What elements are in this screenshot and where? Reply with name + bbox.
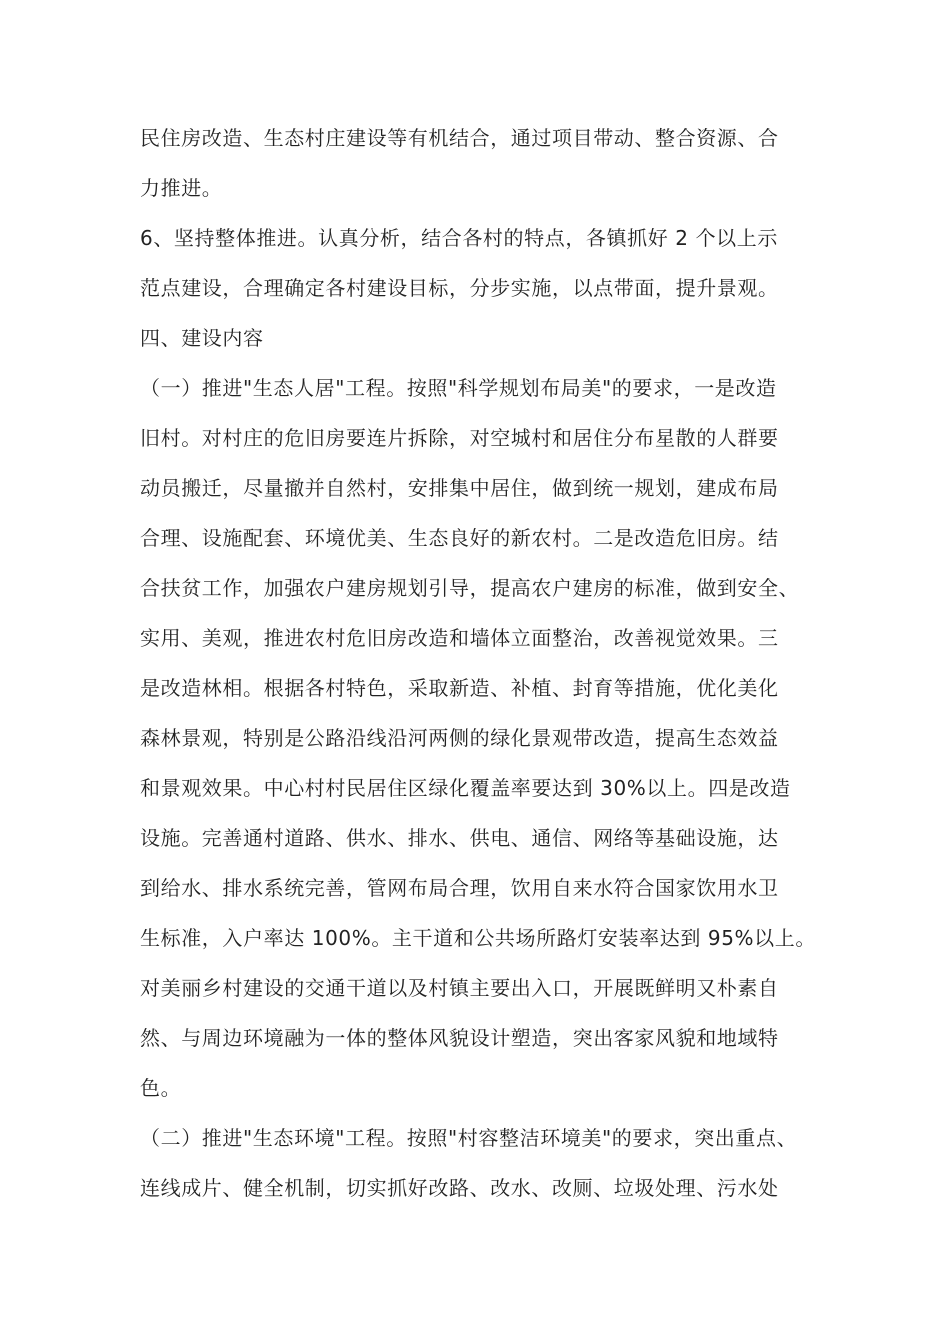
text-line: 设施。完善通村道路、供水、排水、供电、通信、网络等基础设施，达 — [140, 826, 779, 850]
text-line: 合理、设施配套、环境优美、生态良好的新农村。二是改造危旧房。结 — [140, 526, 779, 550]
text-line: 合扶贫工作，加强农户建房规划引导，提高农户建房的标准，做到安全、 — [140, 576, 800, 600]
text-line: 然、与周边环境融为一体的整体风貌设计塑造，突出客家风貌和地域特 — [140, 1026, 779, 1050]
text-line: 森林景观，特别是公路沿线沿河两侧的绿化景观带改造，提高生态效益 — [140, 726, 779, 750]
text-line: （一）推进"生态人居"工程。按照"科学规划布局美"的要求，一是改造 — [140, 376, 777, 400]
text-line: 力推进。 — [140, 176, 223, 200]
text-line: 连线成片、健全机制，切实抓好改路、改水、改厕、垃圾处理、污水处 — [140, 1176, 779, 1200]
text-line: 生标准，入户率达 100%。主干道和公共场所路灯安装率达到 95%以上。 — [140, 926, 816, 950]
text-line: （二）推进"生态环境"工程。按照"村容整洁环境美"的要求，突出重点、 — [140, 1126, 798, 1150]
text-line: 实用、美观，推进农村危旧房改造和墙体立面整治，改善视觉效果。三 — [140, 626, 779, 650]
section-heading: 四、建设内容 — [140, 326, 264, 350]
text-line: 6、坚持整体推进。认真分析，结合各村的特点，各镇抓好 2 个以上示 — [140, 226, 778, 250]
text-line: 色。 — [140, 1076, 182, 1100]
text-line: 是改造林相。根据各村特色，采取新造、补植、封育等措施，优化美化 — [140, 676, 779, 700]
text-line: 对美丽乡村建设的交通干道以及村镇主要出入口，开展既鲜明又朴素自 — [140, 976, 779, 1000]
text-line: 到给水、排水系统完善，管网布局合理，饮用自来水符合国家饮用水卫 — [140, 876, 779, 900]
text-line: 范点建设，合理确定各村建设目标，分步实施，以点带面，提升景观。 — [140, 276, 779, 300]
text-line: 旧村。对村庄的危旧房要连片拆除，对空城村和居住分布星散的人群要 — [140, 426, 779, 450]
text-line: 民住房改造、生态村庄建设等有机结合，通过项目带动、整合资源、合 — [140, 126, 779, 150]
text-line: 动员搬迁，尽量撤并自然村，安排集中居住，做到统一规划，建成布局 — [140, 476, 779, 500]
text-line: 和景观效果。中心村村民居住区绿化覆盖率要达到 30%以上。四是改造 — [140, 776, 791, 800]
